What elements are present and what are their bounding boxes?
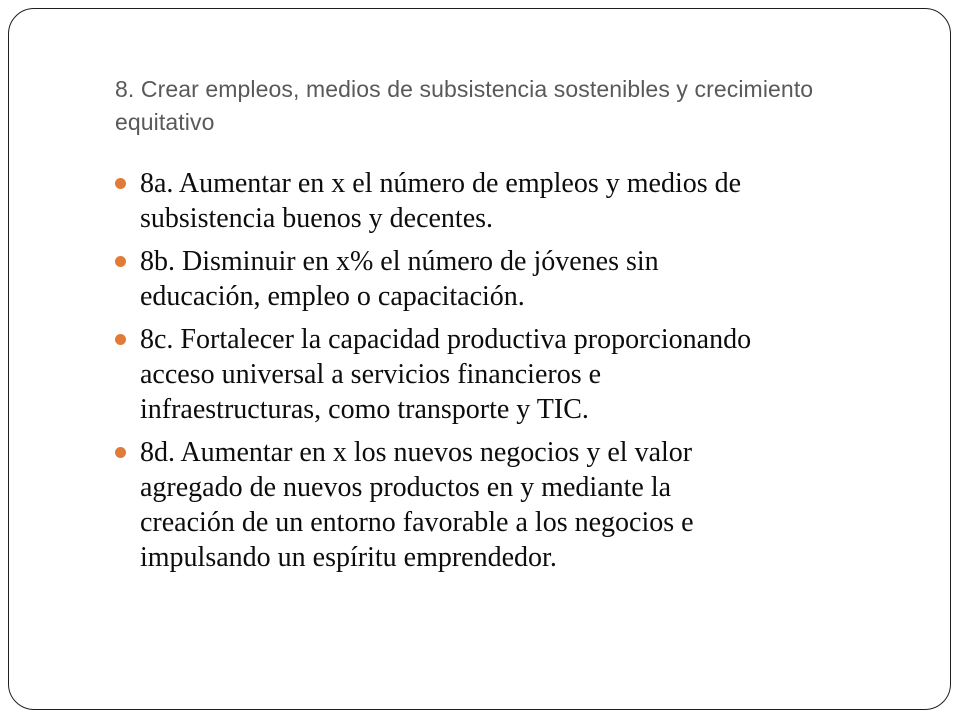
bullet-dot-icon	[115, 334, 126, 345]
bullet-item-8d	[115, 435, 755, 575]
bullet-dot-icon	[115, 447, 126, 458]
bullet-item-8c	[115, 322, 755, 427]
bullet-list	[115, 166, 755, 583]
bullet-item-8a	[115, 166, 755, 236]
bullet-item-8b	[115, 244, 755, 314]
bullet-text: 8c. Fortalecer la capacidad productiva proporcionando acceso universal a servicios financieros e infraestructuras, como transporte y TIC.	[140, 324, 752, 425]
bullet-dot-icon	[115, 178, 126, 189]
bullet-text: 8d. Aumentar en x los nuevos negocios y el valor agregado de nuevos productos en y mediante la creación de un entorno favorable a los negocios e impulsando un espíritu emprendedor.	[140, 437, 694, 573]
bullet-dot-icon	[115, 256, 126, 267]
bullet-text: 8b. Disminuir en x% el número de jóvenes sin educación, empleo o capacitación.	[140, 246, 659, 312]
slide-title: 8. Crear empleos, medios de subsistencia sostenibles y crecimiento equitativo	[115, 76, 814, 135]
slide-frame	[8, 8, 951, 710]
bullet-text: 8a. Aumentar en x el número de empleos y medios de subsistencia buenos y decentes.	[140, 168, 742, 234]
